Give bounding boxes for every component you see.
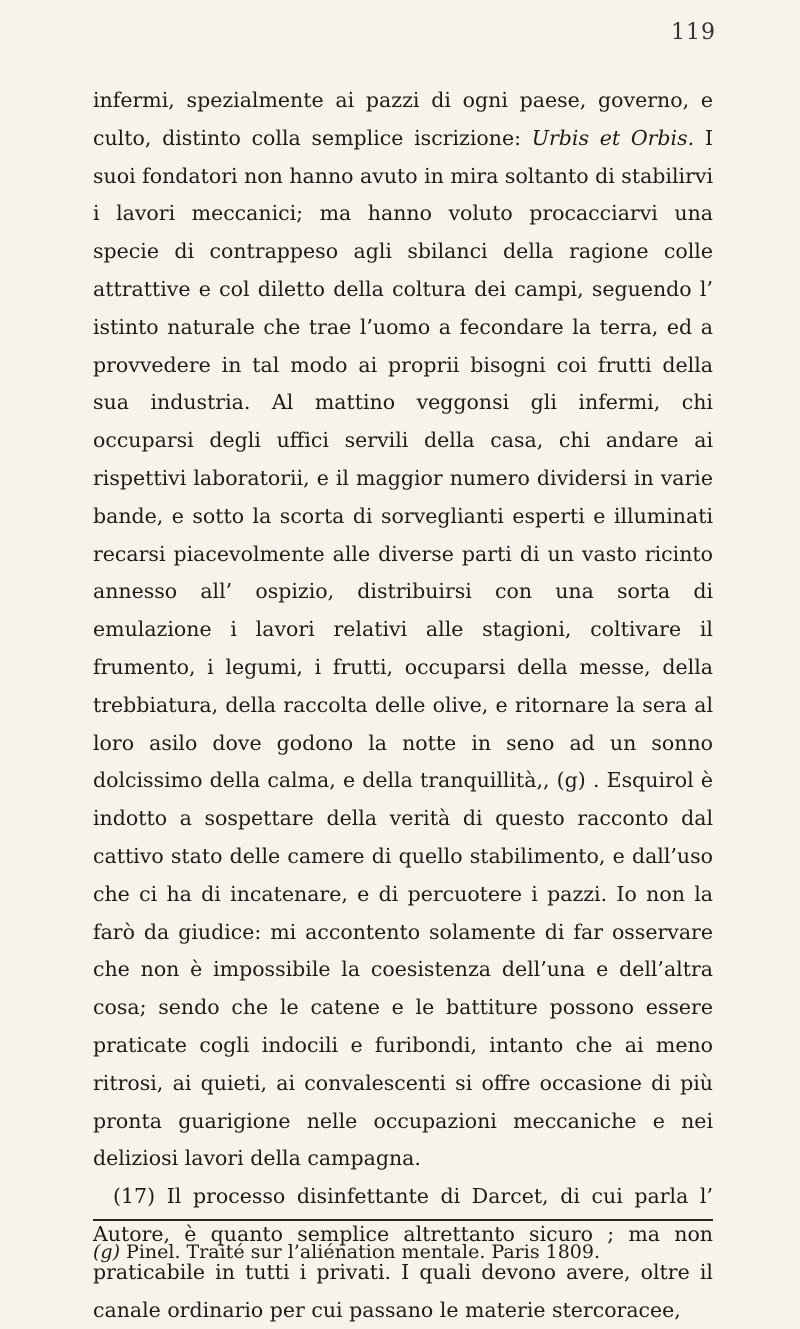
paragraph-note-17: (17) Il processo disinfettante di Darcet, di cui parla l’ Autore, è quanto semplice altrettanto sicuro ; ma non praticabile in tutti i privati. I quali devono avere, oltre il canale ordinario per cui passano le materie stercoracee, [93,1184,713,1322]
motto: Urbis et Orbis. [531,125,695,150]
footnote-divider [93,1219,713,1221]
page-number: 119 [671,20,716,45]
footnote-text: Pinel. Traité sur l’aliénation mentale. Paris 1809. [120,1241,601,1263]
footnote-marker: (g) [93,1241,120,1263]
main-text [93,82,713,1329]
paragraph-1-start: infermi, spezialmente ai pazzi di ogni paese, governo, e culto, distinto colla semplice iscrizione: [93,88,713,150]
paragraph-1-rest: I suoi fondatori non hanno avuto in mira soltanto di stabilirvi i lavori meccanici; ma hanno voluto procacciarvi una specie di contrappeso agli sbilanci della ragione colle attrattive e col diletto della coltura dei campi, seguendo l’ istinto naturale che trae l’uomo a fecondare la terra, ed a provvedere in tal modo ai proprii bisogni coi frutti della sua industria. Al mattino veggonsi gli infermi, chi occuparsi degli uffici servili della casa, chi andare ai rispettivi laboratorii, e il maggior numero dividersi in varie bande, e sotto la scorta di sorveglianti esperti e illuminati recarsi piacevolmente alle diverse parti di un vasto ricinto annesso all’ ospizio, distribuirsi con una sorta di emulazione i lavori relativi alle stagioni, coltivare il frumento, i legumi, i frutti, occuparsi della messe, della trebbiatura, della raccolta delle olive, e ritornare la sera al loro asilo dove godono la notte in seno ad un sonno dolcissimo della calma, e della tranquillità,, (g) . Esquirol è indotto a sospettare della verità di questo racconto dal cattivo stato delle camere di quello stabilimento, e dall’uso che ci ha di incatenare, e di percuotere i pazzi. Io non la farò da giudice: mi accontento solamente di far osservare che non è impossibile la coesistenza dell’una e dell’altra cosa; sendo che le catene e le battiture possono essere praticate cogli indocili e furibondi, intanto che ai meno ritrosi, ai quieti, ai convalescenti si offre occasione di più pronta guarigione nelle occupazioni meccaniche e nei deliziosi lavori della campagna. [93,125,714,1171]
paragraph-1 [93,82,713,1178]
footnote [93,1240,713,1264]
